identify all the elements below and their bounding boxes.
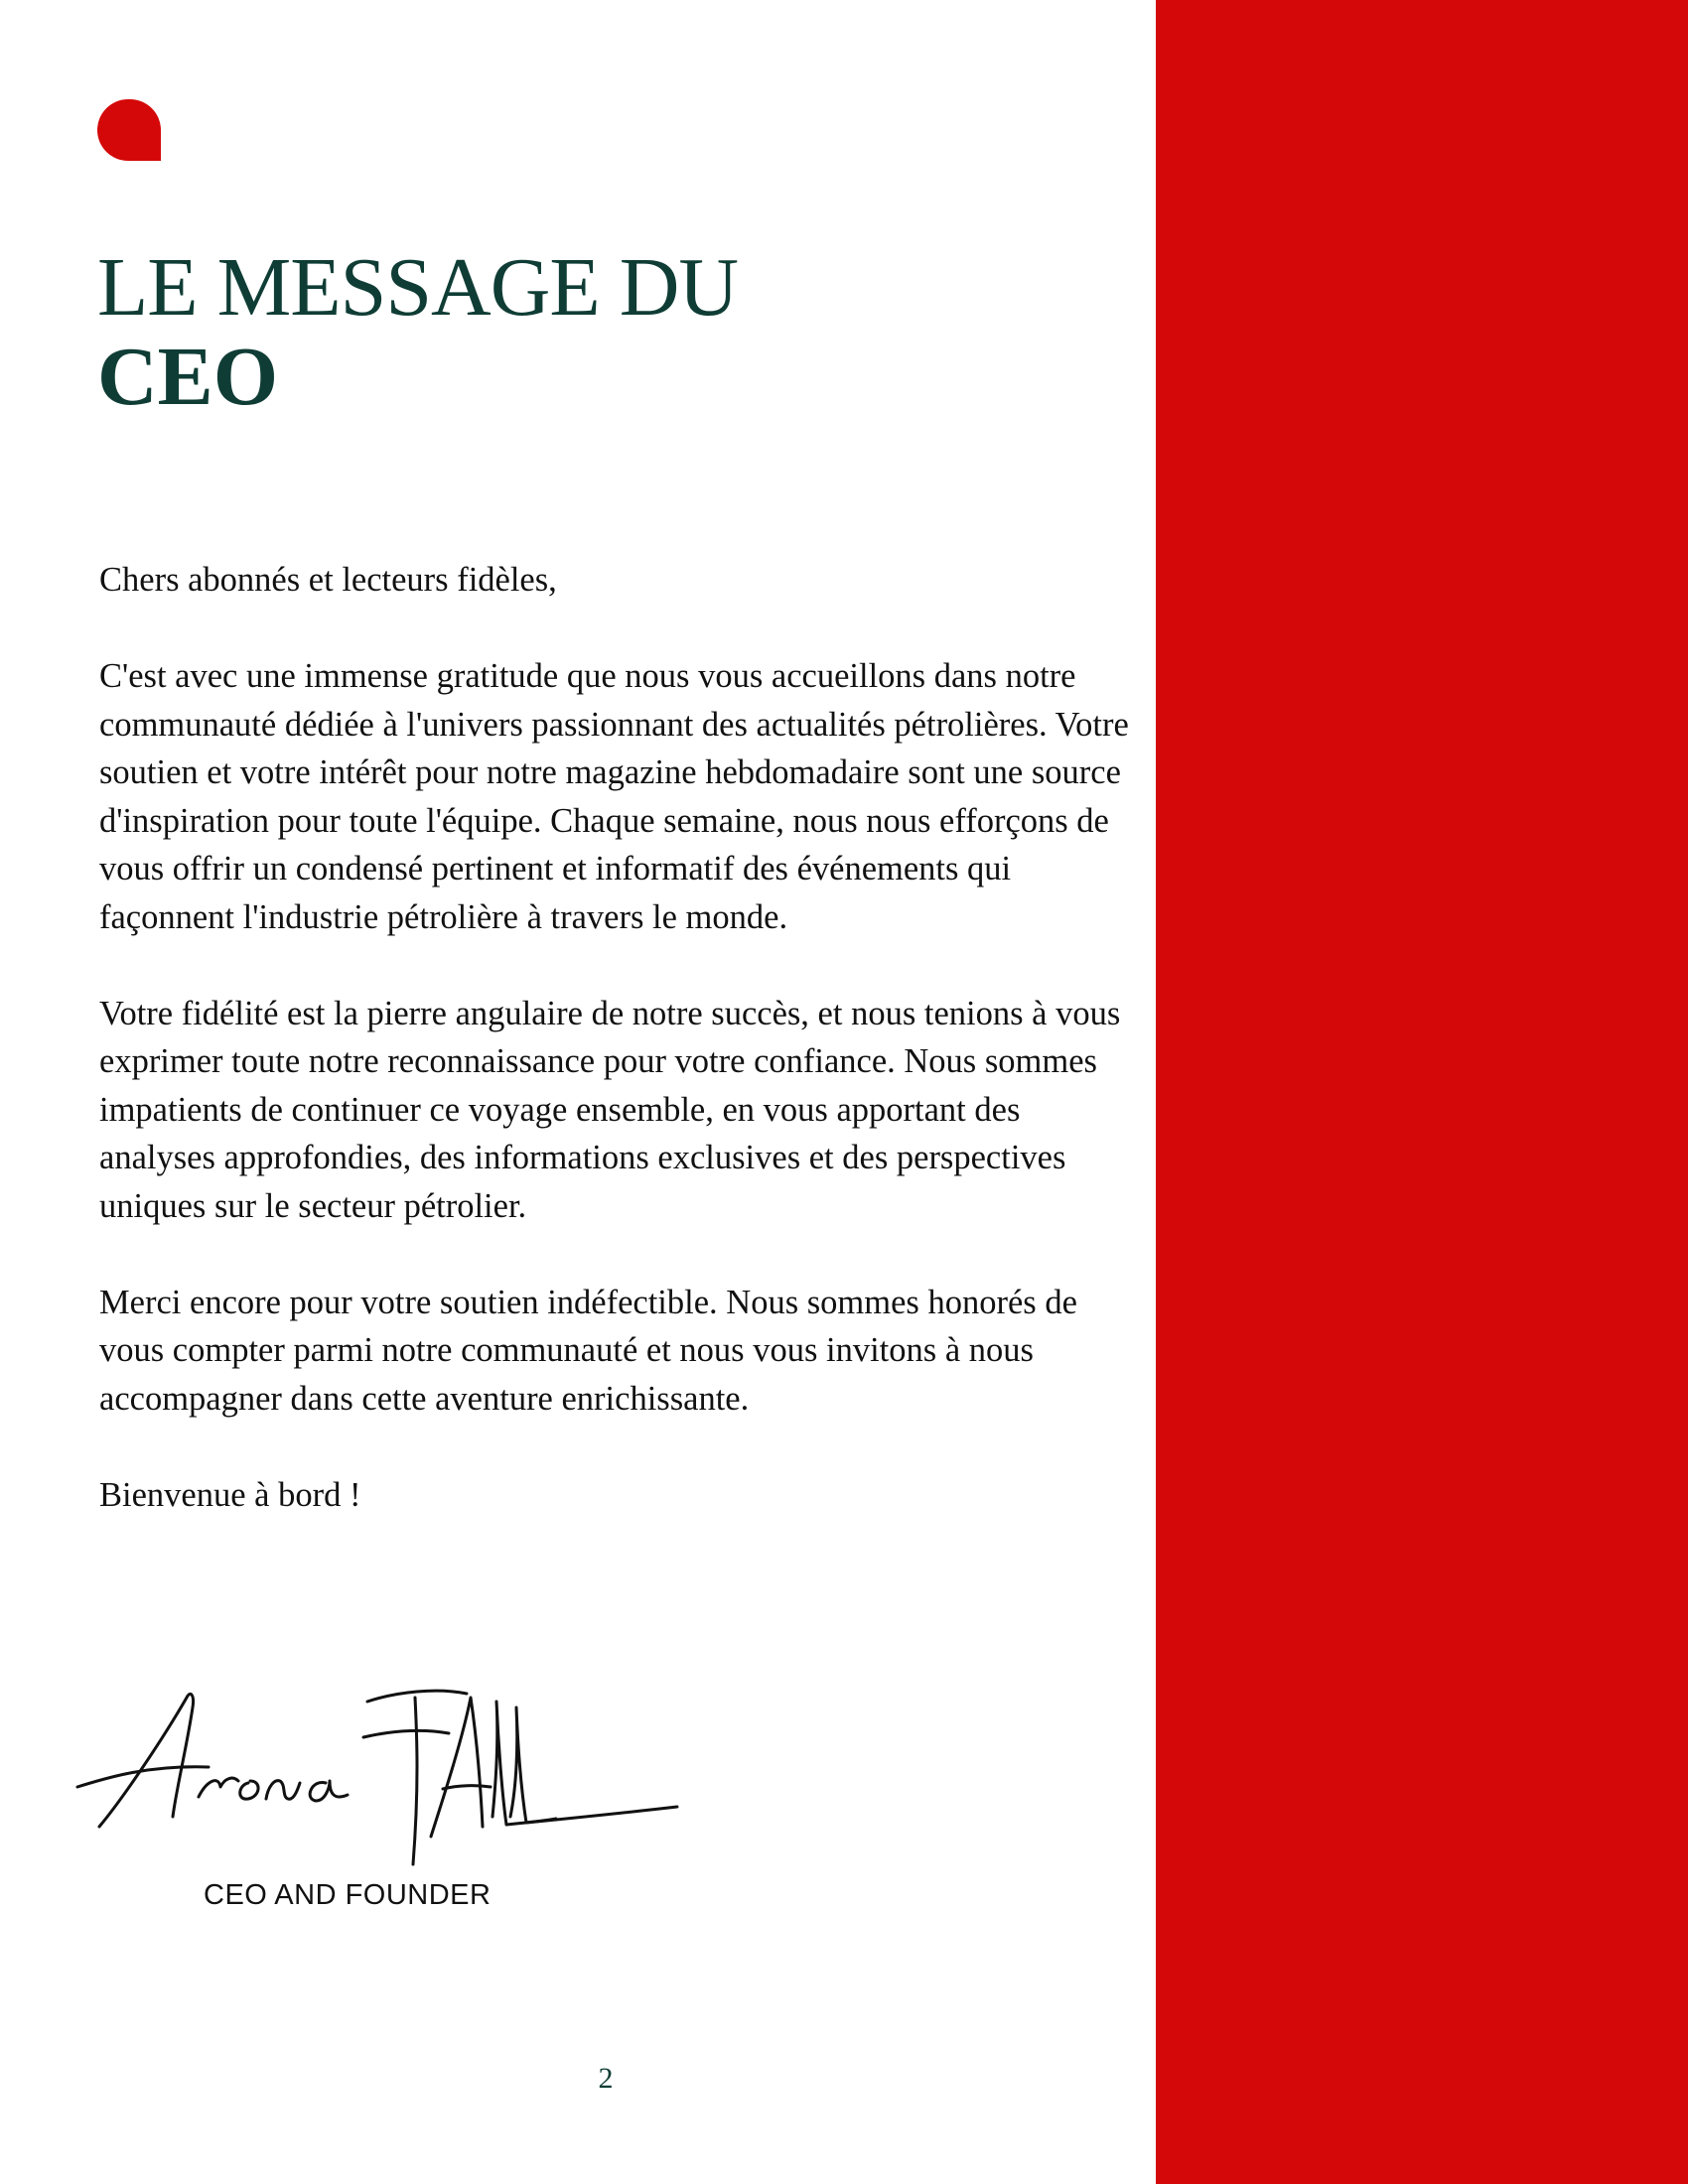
red-side-panel (1156, 0, 1688, 2184)
page-title (97, 241, 739, 423)
signature-role: CEO AND FOUNDER (204, 1879, 492, 1911)
handwritten-signature (70, 1678, 685, 1866)
letter-closing: Bienvenue à bord ! (99, 1475, 361, 1514)
logo-mark-icon (97, 99, 161, 161)
letter-paragraph-3: Merci encore pour votre soutien indéfectible. Nous sommes honorés de vous compter parmi notre communauté et nous vous invitons à nous accompagner dans cette aventure enrichissante. (99, 1283, 1077, 1418)
page-number: 2 (598, 2062, 614, 2095)
title-line-2: CEO (97, 331, 279, 423)
title-line-1: LE MESSAGE DU (97, 241, 739, 334)
letter-paragraph-2: Votre fidélité est la pierre angulaire de notre succès, et nous tenions à vous exprimer toute notre reconnaissance pour votre confiance. Nous sommes impatients de continuer ce voyage ensemble, en vous apportant des analyses approfondies, des informations exclusives et des perspectives uniques sur le secteur pétrolier. (99, 994, 1121, 1225)
letter-body (99, 556, 1132, 1568)
letter-paragraph-1: C'est avec une immense gratitude que nous vous accueillons dans notre communauté dédiée à l'univers passionnant des actualités pétrolières. Votre soutien et votre intérêt pour notre magazine hebdomadaire sont une source d'inspiration pour toute l'équipe. Chaque semaine, nous nous efforçons de vous offrir un condensé pertinent et informatif des événements qui façonnent l'industrie pétrolière à travers le monde. (99, 657, 1129, 936)
letter-salutation: Chers abonnés et lecteurs fidèles, (99, 561, 557, 599)
